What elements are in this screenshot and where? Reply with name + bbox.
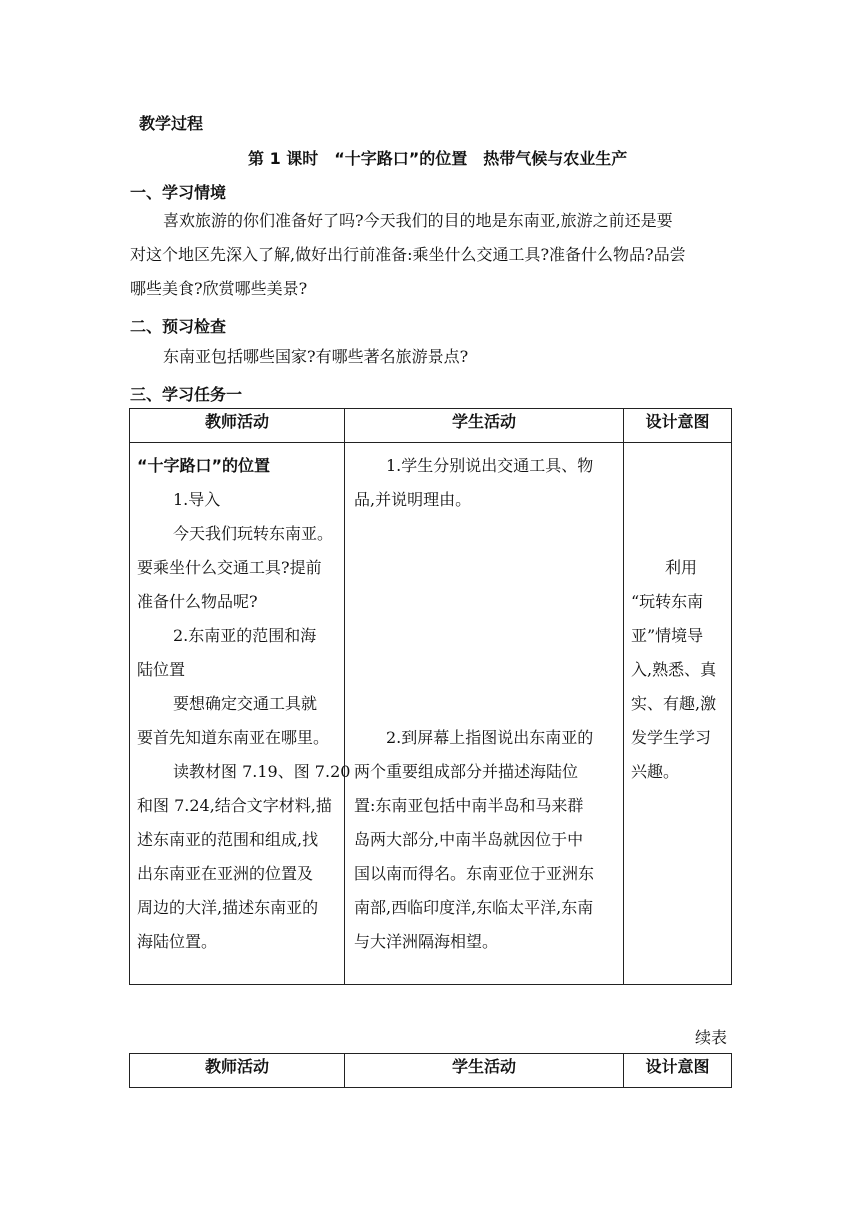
- header-design: 设计意图: [624, 1054, 732, 1088]
- teacher-line: 1.导入: [173, 490, 221, 509]
- section-heading-2: 二、预习检查: [130, 317, 227, 336]
- student-line: [354, 585, 623, 619]
- teacher-line: “十字路口”的位置: [137, 456, 271, 475]
- design-line: 亚”情境导: [631, 626, 704, 645]
- header-teacher: 教师活动: [130, 1054, 345, 1088]
- teacher-line: 和图 7.24,结合文字材料,描: [137, 796, 332, 815]
- student-activity-cell: [345, 443, 624, 985]
- teacher-line: 读教材图 7.19、图 7.20: [173, 762, 351, 781]
- design-line: 入,熟悉、真: [631, 660, 717, 679]
- table-header-row: [130, 1054, 732, 1088]
- teacher-line: 2.东南亚的范围和海: [173, 626, 317, 645]
- student-line: 2.到屏幕上指图说出东南亚的: [386, 728, 594, 747]
- student-line: 岛两大部分,中南半岛就因位于中: [354, 830, 584, 849]
- design-line: 兴趣。: [631, 762, 680, 781]
- section-2-paragraph: [163, 340, 723, 374]
- student-line: [354, 551, 623, 585]
- header-teacher: 教师活动: [130, 409, 345, 443]
- teacher-line: 海陆位置。: [137, 932, 218, 951]
- teacher-line: 今天我们玩转东南亚。: [173, 524, 334, 543]
- header-student: 学生活动: [345, 409, 624, 443]
- paragraph-line: 东南亚包括哪些国家?有哪些著名旅游景点?: [163, 347, 469, 366]
- continued-table: [129, 1053, 732, 1088]
- design-line: 实、有趣,激: [631, 694, 717, 713]
- student-line: 两个重要组成部分并描述海陆位: [354, 762, 579, 781]
- teacher-line: 准备什么物品呢?: [137, 592, 258, 611]
- student-line: [354, 653, 623, 687]
- teacher-line: 出东南亚在亚洲的位置及: [137, 864, 314, 883]
- design-line: [631, 483, 731, 517]
- continued-label: 续表: [695, 1028, 728, 1047]
- student-line: 品,并说明理由。: [354, 490, 472, 509]
- activity-table: [129, 408, 732, 985]
- header-student: 学生活动: [345, 1054, 624, 1088]
- student-line: [354, 619, 623, 653]
- teacher-line: 要乘坐什么交通工具?提前: [137, 558, 322, 577]
- section-heading-1: 一、学习情境: [130, 183, 227, 202]
- student-line: [354, 687, 623, 721]
- student-line: 南部,西临印度洋,东临太平洋,东南: [354, 898, 594, 917]
- student-line: 与大洋洲隔海相望。: [354, 932, 499, 951]
- teacher-line: 要首先知道东南亚在哪里。: [137, 728, 330, 747]
- section-heading: 教学过程: [139, 114, 204, 133]
- section-1-paragraph: [130, 204, 740, 306]
- teacher-line: 周边的大洋,描述东南亚的: [137, 898, 319, 917]
- design-line: “玩转东南: [631, 592, 704, 611]
- teacher-line: 要想确定交通工具就: [173, 694, 318, 713]
- teacher-line: 述东南亚的范围和组成,找: [137, 830, 319, 849]
- table-row: [130, 443, 732, 985]
- table-header-row: [130, 409, 732, 443]
- student-line: 置:东南亚包括中南半岛和马来群: [354, 796, 584, 815]
- paragraph-line: 对这个地区先深入了解,做好出行前准备:乘坐什么交通工具?准备什么物品?品尝: [130, 245, 686, 264]
- lesson-title: 第 1 课时 “十字路口”的位置 热带气候与农业生产: [248, 149, 628, 168]
- design-line: 发学生学习: [631, 728, 712, 747]
- teacher-line: 陆位置: [137, 660, 186, 679]
- header-design: 设计意图: [624, 409, 732, 443]
- paragraph-line: 喜欢旅游的你们准备好了吗?今天我们的目的地是东南亚,旅游之前还是要: [163, 211, 673, 230]
- design-line: [631, 449, 731, 483]
- teacher-activity-cell: [130, 443, 351, 985]
- design-line: 利用: [665, 558, 698, 577]
- student-line: [354, 517, 623, 551]
- design-line: [631, 517, 731, 551]
- design-intent-cell: [624, 443, 732, 985]
- student-line: 国以南而得名。东南亚位于亚洲东: [354, 864, 595, 883]
- student-line: 1.学生分别说出交通工具、物: [386, 456, 594, 475]
- section-heading-3: 三、学习任务一: [130, 385, 243, 404]
- paragraph-line: 哪些美食?欣赏哪些美景?: [130, 279, 308, 298]
